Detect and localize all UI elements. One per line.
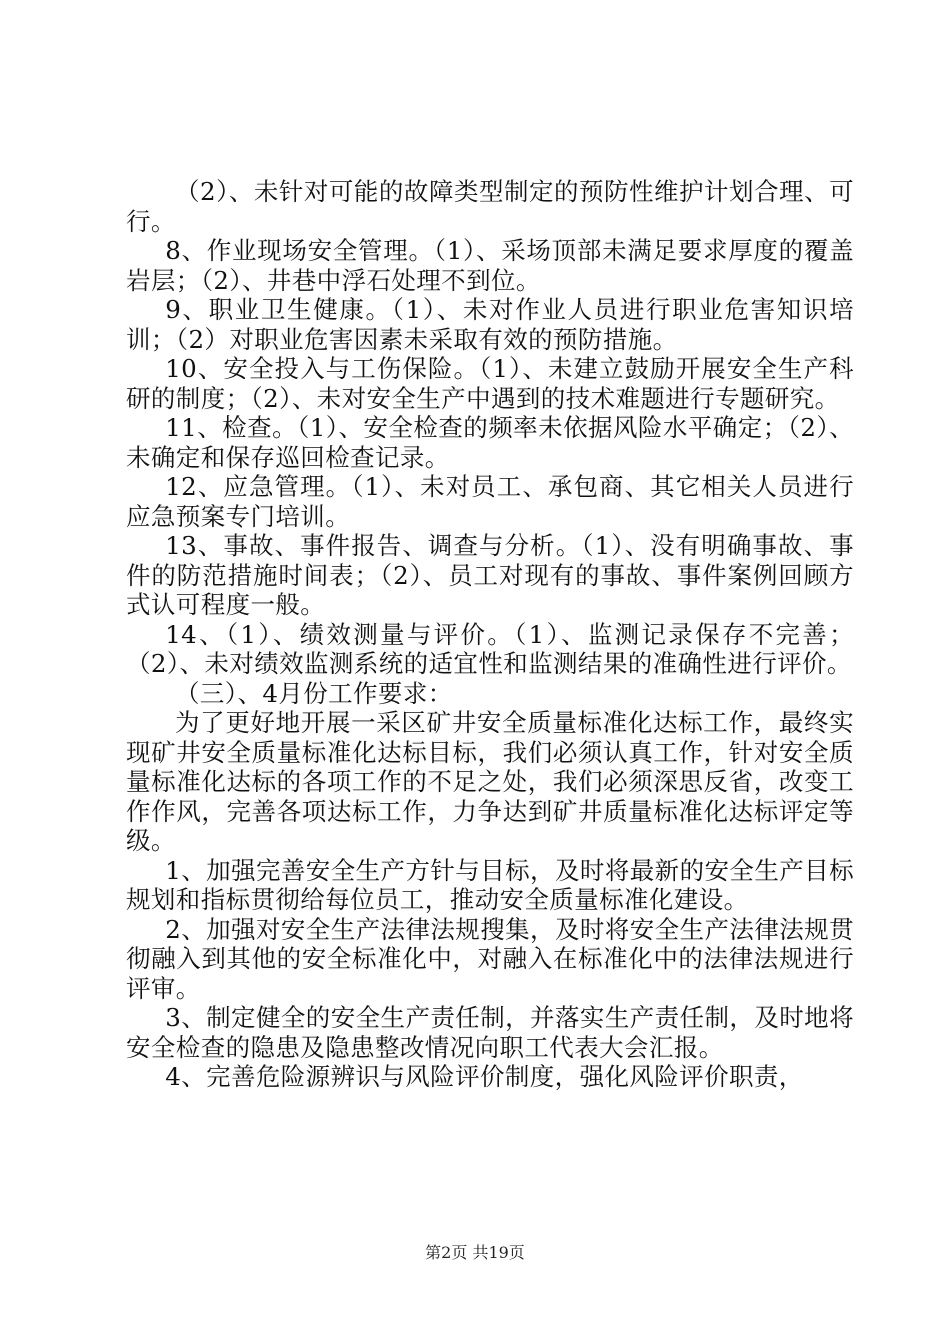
paragraph-intro: 为了更好地开展一采区矿井安全质量标准化达标工作，最终实现矿井安全质量标准化达标目标，我们必须认真工作，针对安全质量标准化达标的各项工作的不足之处，我们必须深思反省，改变工作作风，完善各项达标工作，力争达到矿井质量标准化达标评定等级。 <box>126 708 854 855</box>
paragraph-requirement-3: 3、制定健全的安全生产责任制，并落实生产责任制，及时地将安全检查的隐患及隐患整改情况向职工代表大会汇报。 <box>126 1003 854 1062</box>
paragraph-requirement-2: 2、加强对安全生产法律法规搜集，及时将安全生产法律法规贯彻融入到其他的安全标准化中，对融入在标准化中的法律法规进行评审。 <box>126 914 854 1003</box>
paragraph-item-14: 14、（1）、绩效测量与评价。（1）、监测记录保存不完善；（2）、未对绩效监测系统的适宜性和监测结果的准确性进行评价。 <box>126 619 854 678</box>
paragraph-item-9: 9、职业卫生健康。（1）、未对作业人员进行职业危害知识培训；（2）对职业危害因素未采取有效的预防措施。 <box>126 295 854 354</box>
paragraph-requirement-1: 1、加强完善安全生产方针与目标，及时将最新的安全生产目标规划和指标贯彻给每位员工，推动安全质量标准化建设。 <box>126 855 854 914</box>
page-number-footer: 第2页 共19页 <box>425 1243 525 1262</box>
paragraph-item-11: 11、检查。（1）、安全检查的频率未依据风险水平确定；（2）、未确定和保存巡回检查记录。 <box>126 413 854 472</box>
document-body <box>126 177 854 1092</box>
paragraph-maintenance-plan: （2）、未针对可能的故障类型制定的预防性维护计划合理、可行。 <box>126 177 854 236</box>
section-heading-april-requirements: （三）、4月份工作要求： <box>175 678 453 708</box>
paragraph-item-13: 13、事故、事件报告、调查与分析。（1）、没有明确事故、事件的防范措施时间表；（2）、员工对现有的事故、事件案例回顾方式认可程度一般。 <box>126 531 854 619</box>
paragraph-item-10: 10、安全投入与工伤保险。（1）、未建立鼓励开展安全生产科研的制度；（2）、未对安全生产中遇到的技术难题进行专题研究。 <box>126 354 854 413</box>
paragraph-requirement-4: 4、完善危险源辨识与风险评价制度，强化风险评价职责， <box>165 1062 804 1091</box>
paragraph-item-12: 12、应急管理。（1）、未对员工、承包商、其它相关人员进行应急预案专门培训。 <box>126 472 854 531</box>
paragraph-item-8: 8、作业现场安全管理。（1）、采场顶部未满足要求厚度的覆盖岩层；（2）、井巷中浮石处理不到位。 <box>126 236 854 295</box>
